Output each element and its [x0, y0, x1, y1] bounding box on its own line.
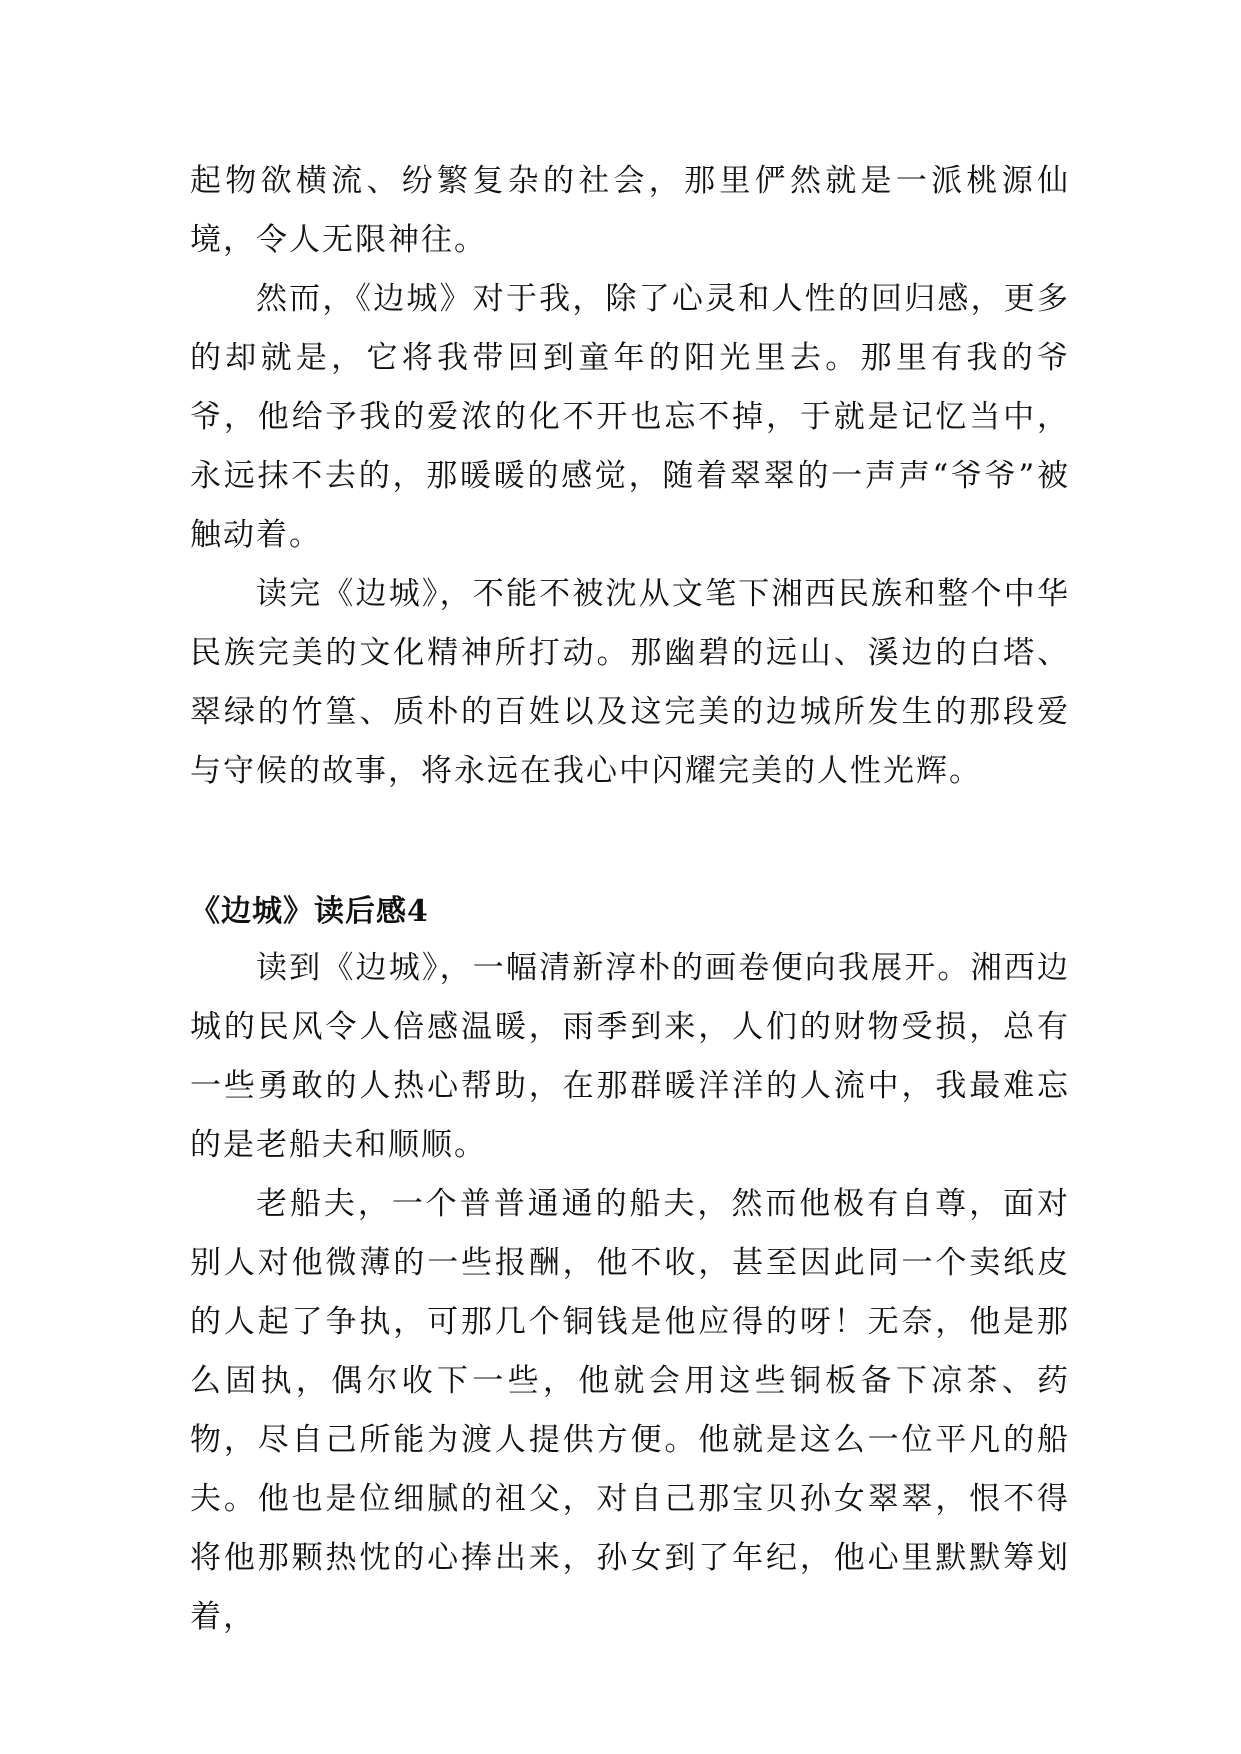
- paragraph: 读完《边城》，不能不被沈从文笔下湘西民族和整个中华民族完美的文化精神所打动。那幽碧的远山、溪边的白塔、翠绿的竹篁、质朴的百姓以及这完美的边城所发生的那段爱与守候的故事，将永远在我心中闪耀完美的人性光辉。: [190, 576, 1070, 789]
- paragraph: 读到《边城》，一幅清新淳朴的画卷便向我展开。湘西边城的民风令人倍感温暖，雨季到来，人们的财物受损，总有一些勇敢的人热心帮助，在那群暖洋洋的人流中，我最难忘的是老船夫和顺顺。: [190, 950, 1070, 1163]
- section-title: 《边城》读后感4: [190, 894, 429, 929]
- document-body: [190, 152, 1070, 1647]
- paragraph: 老船夫，一个普普通通的船夫，然而他极有自尊，面对别人对他微薄的一些报酬，他不收，甚至因此同一个卖纸皮的人起了争执，可那几个铜钱是他应得的呀！无奈，他是那么固执，偶尔收下一些，他就会用这些铜板备下凉茶、药物，尽自己所能为渡人提供方便。他就是这么一位平凡的船夫。他也是位细腻的祖父，对自己那宝贝孙女翠翠，恨不得将他那颗热忱的心捧出来，孙女到了年纪，他心里默默筹划着，: [190, 1186, 1070, 1635]
- paragraph-continuation: 起物欲横流、纷繁复杂的社会，那里俨然就是一派桃源仙境，令人无限神往。: [190, 163, 1070, 258]
- paragraph: 然而，《边城》对于我，除了心灵和人性的回归感，更多的却就是，它将我带回到童年的阳光里去。那里有我的爷爷，他给予我的爱浓的化不开也忘不掉，于就是记忆当中，永远抹不去的，那暖暖的感觉，随着翠翠的一声声“爷爷”被触动着。: [190, 281, 1070, 553]
